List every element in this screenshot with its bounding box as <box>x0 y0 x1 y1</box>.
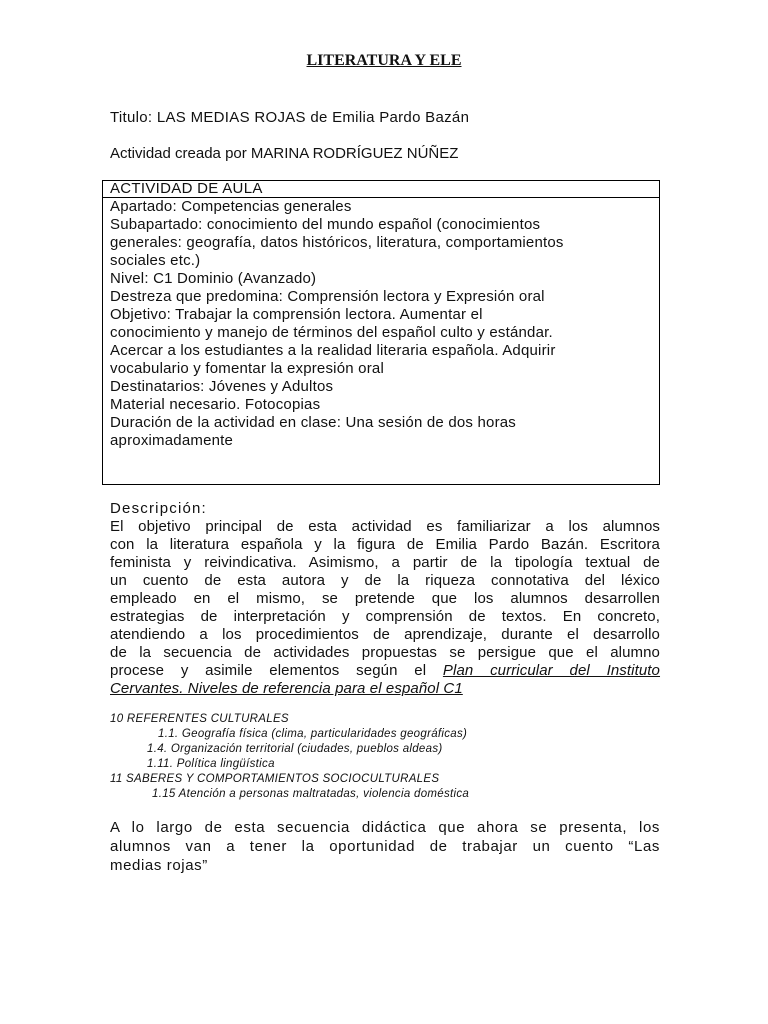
description-line: feminista y reivindicativa. Asimismo, a partir de la tipología textual de <box>110 554 660 571</box>
description-line: de la secuencia de actividades propuestas se persigue que el alumno <box>110 644 660 661</box>
box-line: generales: geografía, datos históricos, literatura, comportamientos <box>110 234 564 251</box>
description-line: con la literatura española y la figura de Emilia Pardo Bazán. Escritora <box>110 536 660 553</box>
description-heading: Descripción: <box>110 500 207 517</box>
description-line-text: procese y asimile elementos según el <box>110 662 443 679</box>
reference-item: 1.1. Geografía física (clima, particularidades geográficas) <box>158 728 468 740</box>
title-line: Titulo: LAS MEDIAS ROJAS de Emilia Pardo Bazán <box>110 109 470 126</box>
closing-line: A lo largo de esta secuencia didáctica que ahora se presenta, los <box>110 819 660 836</box>
box-line: Acercar a los estudiantes a la realidad literaria española. Adquirir <box>110 342 556 359</box>
box-line: sociales etc.) <box>110 252 201 269</box>
plan-curricular-link[interactable]: Plan curricular del Instituto <box>442 662 661 679</box>
box-line-apartado: Apartado: Competencias generales <box>110 198 352 215</box>
activity-box-content <box>110 198 655 450</box>
description-paragraph <box>110 518 660 698</box>
box-line: vocabulario y fomentar la expresión oral <box>110 360 384 377</box>
description-line <box>110 680 660 698</box>
description-line <box>110 662 660 680</box>
box-line-objetivo: Objetivo: Trabajar la comprensión lectora. Aumentar el <box>110 306 483 323</box>
description-line: un cuento de esta autora y de la riqueza connotativa del léxico <box>110 572 660 589</box>
page-title: LITERATURA Y ELE <box>306 52 462 69</box>
reference-item: 1.4. Organización territorial (ciudades, pueblos aldeas) <box>147 743 443 755</box>
reference-item: 1.11. Política lingüística <box>147 758 275 770</box>
reference-item: 1.15 Atención a personas maltratadas, violencia doméstica <box>152 788 470 800</box>
box-line-subapartado: Subapartado: conocimiento del mundo español (conocimientos <box>110 216 541 233</box>
reference-heading: 10 REFERENTES CULTURALES <box>110 713 289 725</box>
description-line: atendiendo a los procedimientos de aprendizaje, durante el desarrollo <box>110 626 660 643</box>
box-line-destinatarios: Destinatarios: Jóvenes y Adultos <box>110 378 334 395</box>
closing-line: alumnos van a tener la oportunidad de trabajar un cuento “Las <box>110 838 660 855</box>
reference-heading: 11 SABERES Y COMPORTAMIENTOS SOCIOCULTURALES <box>110 773 440 785</box>
box-line: conocimiento y manejo de términos del español culto y estándar. <box>110 324 553 341</box>
description-line: estrategias de interpretación y comprensión de textos. En concreto, <box>110 608 660 625</box>
references-list <box>110 712 660 802</box>
box-line: aproximadamente <box>110 432 234 449</box>
author-line: Actividad creada por MARINA RODRÍGUEZ NÚÑEZ <box>110 145 459 162</box>
closing-line: medias rojas” <box>110 857 208 874</box>
activity-box-title: ACTIVIDAD DE AULA <box>110 180 263 197</box>
closing-paragraph <box>110 818 660 875</box>
box-line-nivel: Nivel: C1 Dominio (Avanzado) <box>110 270 317 287</box>
description-line: empleado en el mismo, se pretende que los alumnos desarrollen <box>110 590 660 607</box>
description-line: El objetivo principal de esta actividad es familiarizar a los alumnos <box>110 518 660 535</box>
box-line-destreza: Destreza que predomina: Comprensión lectora y Expresión oral <box>110 288 545 305</box>
plan-curricular-link-continued[interactable]: Cervantes. Niveles de referencia para el español C1 <box>110 680 463 697</box>
box-line-material: Material necesario. Fotocopias <box>110 396 321 413</box>
box-line-duracion: Duración de la actividad en clase: Una sesión de dos horas <box>110 414 517 431</box>
